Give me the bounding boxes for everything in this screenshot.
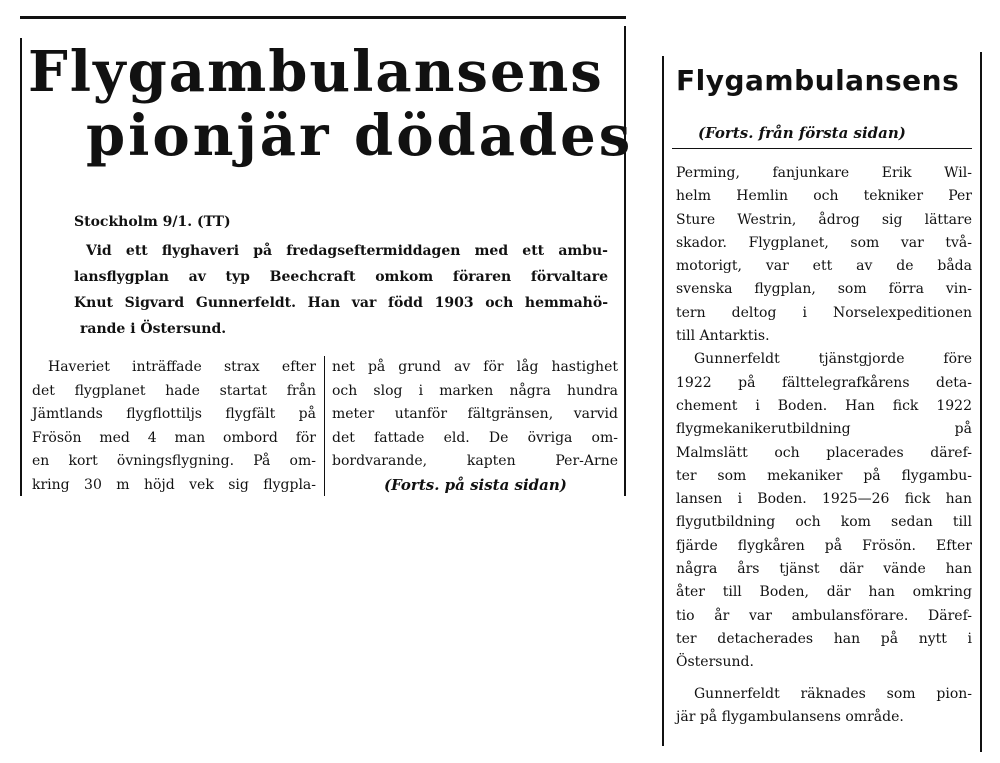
body-column-2 (332, 356, 618, 474)
body-column-1 (32, 356, 316, 497)
front-page-clipping (20, 16, 634, 501)
continuation-clipping (662, 52, 984, 754)
lead-paragraph (74, 238, 608, 342)
body-line: lansen i Boden. 1925—26 fick han (676, 491, 972, 508)
body-line: Malmslätt och placerades däref- (676, 444, 972, 461)
continuation-headline: Flygambulansens (676, 64, 960, 97)
body-line: flygutbildning och kom sedan till (676, 514, 972, 531)
body-line: till Antarktis. (676, 328, 770, 345)
body-line: Östersund. (676, 654, 754, 671)
body-line: Gunnerfeldt tjänstgjorde före (694, 351, 972, 368)
body-line: jär på flygambulansens område. (676, 708, 904, 725)
article-headline (28, 39, 634, 169)
column-divider (324, 356, 325, 496)
body-line: åter till Boden, där han omkring (676, 584, 972, 601)
left-border-rule (662, 56, 664, 746)
body-line: det flygplanet hade startat från (32, 382, 316, 399)
body-line: Gunnerfeldt räknades som pion- (694, 685, 972, 702)
body-line: chement i Boden. Han fick 1922 (676, 397, 972, 414)
body-line: tio år var ambulansförare. Däref- (676, 607, 972, 624)
body-line: några års tjänst där vände han (676, 561, 972, 578)
body-line: och slog i marken några hundra (332, 382, 618, 399)
body-line: tern deltog i Norselexpeditionen (676, 304, 972, 321)
body-line: en kort övningsflygning. På om- (32, 453, 316, 469)
lead-line: Vid ett flyghaveri på fredagseftermiddagen med ett ambu- (86, 243, 608, 259)
lead-line: rande i Östersund. (80, 321, 227, 337)
body-line: flygmekanikerutbildning på (676, 421, 972, 438)
body-line: Perming, fanjunkare Erik Wil- (676, 165, 972, 181)
continuation-body (676, 162, 972, 729)
body-line: Haveriet inträffade strax efter (48, 359, 316, 375)
body-line: kring 30 m höjd vek sig flygpla- (32, 476, 316, 493)
headline-line-2: pionjär dödades (86, 103, 634, 169)
body-line: svenska flygplan, som förra vin- (676, 281, 972, 298)
body-line: det fattade eld. De övriga om- (332, 429, 618, 446)
body-line: net på grund av för låg hastighet (332, 359, 618, 375)
body-line: motorigt, var ett av de båda (676, 258, 972, 275)
body-line: Sture Westrin, ådrog sig lättare (676, 211, 972, 228)
body-line: 1922 på fälttelegrafkårens deta- (676, 374, 972, 391)
section-rule (672, 148, 972, 149)
body-line: Frösön med 4 man ombord för (32, 429, 316, 446)
right-border-rule (980, 52, 982, 752)
body-line: meter utanför fältgränsen, varvid (332, 406, 618, 422)
body-line: ter som mekaniker på flygambu- (676, 467, 972, 484)
body-line: skador. Flygplanet, som var två- (676, 234, 972, 251)
headline-line-1: Flygambulansens (28, 39, 604, 105)
continued-note: (Forts. på sista sidan) (384, 476, 567, 494)
body-line: Jämtlands flygflottiljs flygfält på (32, 406, 316, 422)
continued-from-note: (Forts. från första sidan) (698, 124, 906, 142)
lead-line: lansflygplan av typ Beechcraft omkom föraren förvaltare (74, 269, 608, 285)
right-border-rule (624, 26, 626, 496)
dateline: Stockholm 9/1. (TT) (74, 214, 231, 230)
body-line: bordvarande, kapten Per-Arne (332, 453, 618, 469)
body-line: ter detacherades han på nytt i (676, 630, 972, 647)
body-line: fjärde flygkåren på Frösön. Efter (676, 537, 972, 554)
body-line: helm Hemlin och tekniker Per (676, 188, 972, 205)
lead-line: Knut Sigvard Gunnerfeldt. Han var född 1903 och hemmahö- (74, 295, 608, 311)
left-border-rule (20, 38, 22, 496)
top-rule (20, 16, 626, 19)
